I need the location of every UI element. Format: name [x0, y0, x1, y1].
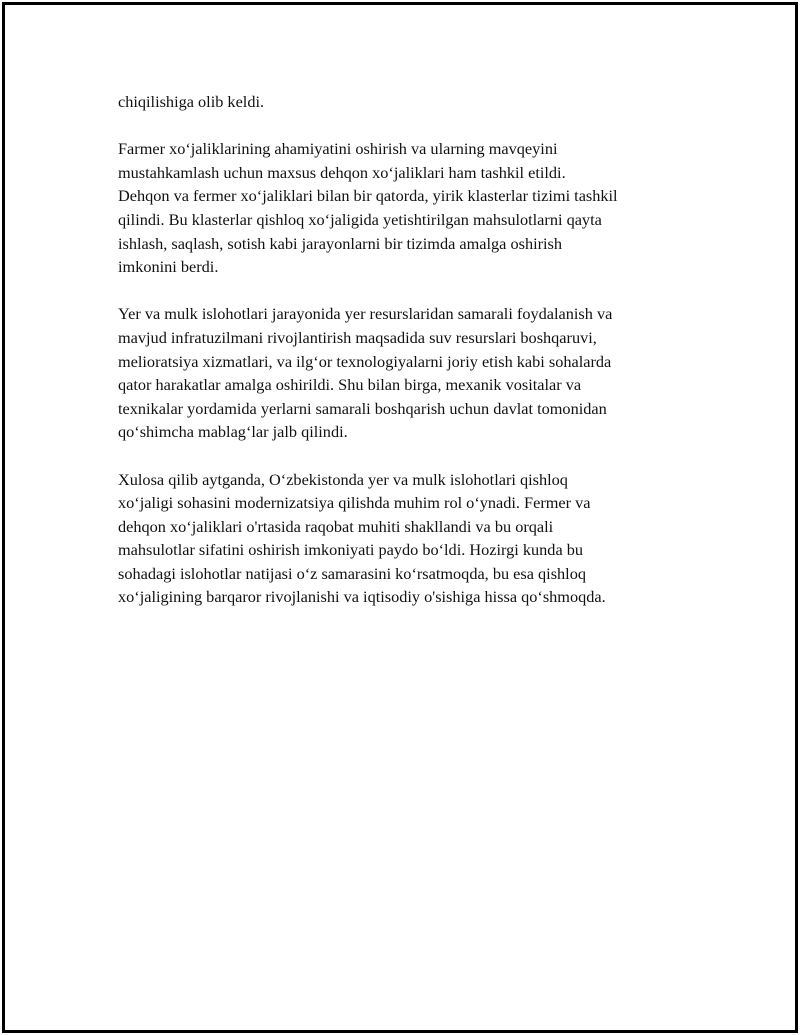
paragraph-1 [118, 90, 688, 114]
text-line: Xulosa qilib aytganda, O‘zbekistonda yer va mulk islohotlari qishloq [118, 469, 568, 489]
text-line: Dehqon va fermer xo‘jaliklari bilan bir qatorda, yirik klasterlar tizimi tashkil [118, 186, 618, 206]
text-line: Farmer xo‘jaliklarining ahamiyatini oshirish va ularning mavqeyini [118, 139, 558, 159]
text-line: dehqon xo‘jaliklari o'rtasida raqobat muhiti shakllandi va bu orqali [118, 516, 554, 536]
text-line: qator harakatlar amalga oshirildi. Shu bilan birga, mexanik vositalar va [118, 375, 582, 395]
paragraph-3 [118, 302, 688, 444]
text-line: xo‘jaligi sohasini modernizatsiya qilishda muhim rol o‘ynadi. Fermer va [118, 493, 591, 513]
text-line: mavjud infratuzilmani rivojlantirish maqsadida suv resurslari boshqaruvi, [118, 327, 597, 347]
text-line: qo‘shimcha mablag‘lar jalb qilindi. [118, 422, 348, 442]
text-line: mahsulotlar sifatini oshirish imkoniyati paydo bo‘ldi. Hozirgi kunda bu [118, 540, 584, 560]
text-line: ishlash, saqlash, sotish kabi jarayonlarni bir tizimda amalga oshirish [118, 233, 563, 253]
document-body [118, 90, 688, 633]
text-line: qilindi. Bu klasterlar qishloq xo‘jaligida yetishtirilgan mahsulotlarni qayta [118, 209, 602, 229]
text-line: texnikalar yordamida yerlarni samarali boshqarish uchun davlat tomonidan [118, 398, 607, 418]
text-line: sohadagi islohotlar natijasi o‘z samarasini ko‘rsatmoqda, bu esa qishloq [118, 563, 586, 583]
text-line: Yer va mulk islohotlari jarayonida yer resurslaridan samarali foydalanish va [118, 304, 613, 324]
text-line: xo‘jaligining barqaror rivojlanishi va iqtisodiy o'sishiga hissa qo‘shmoqda. [118, 587, 606, 607]
text-line: melioratsiya xizmatlari, va ilg‘or texnologiyalarni joriy etish kabi sohalarda [118, 351, 612, 371]
text-line: imkonini berdi. [118, 257, 219, 277]
paragraph-4 [118, 468, 688, 610]
paragraph-2 [118, 137, 688, 279]
text-line: mustahkamlash uchun maxsus dehqon xo‘jaliklari ham tashkil etildi. [118, 162, 566, 182]
text-line: chiqilishiga olib keldi. [118, 92, 265, 111]
